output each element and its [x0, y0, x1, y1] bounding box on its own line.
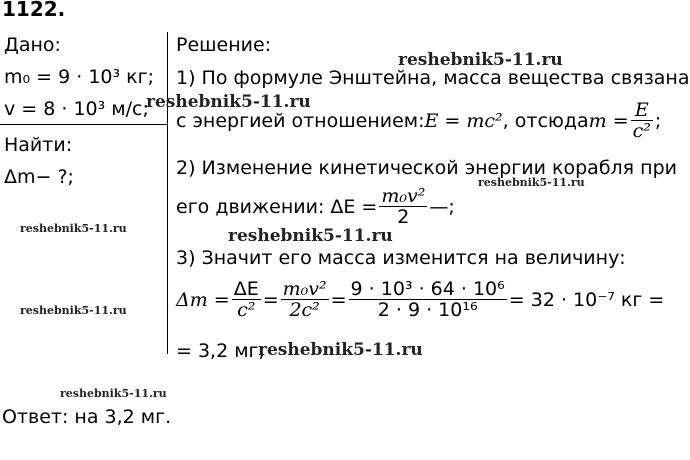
- calc-result: = 32 · 10⁻⁷ кг =: [508, 288, 665, 311]
- calc-lhs: Δm =: [176, 288, 230, 311]
- watermark: reshebnik5-11.ru: [60, 387, 167, 400]
- watermark: reshebnik5-11.ru: [258, 340, 423, 360]
- answer: Ответ: на 3,2 мг.: [2, 406, 172, 428]
- calc-line: [176, 279, 664, 320]
- energy-fraction-num: m₀v²: [381, 185, 426, 207]
- table-horizontal-divider: [0, 124, 168, 125]
- einstein-equation: E = mc²: [424, 109, 503, 132]
- find-target: Δm− ?;: [4, 166, 74, 188]
- step1-text: с энергией отношением:: [176, 109, 425, 132]
- mass-lhs: m =: [588, 109, 629, 132]
- step1-connector: , отсюда: [502, 109, 589, 132]
- watermark: reshebnik5-11.ru: [146, 92, 311, 112]
- mass-fraction: [631, 100, 653, 141]
- watermark: reshebnik5-11.ru: [228, 226, 393, 246]
- problem-number: 1122.: [2, 0, 66, 21]
- calc-eq-2: =: [330, 288, 347, 311]
- step1-line-a: 1) По формуле Энштейна, масса вещества связана: [176, 67, 690, 89]
- energy-fraction-den: 2: [397, 206, 410, 228]
- step2-line-a: 2) Изменение кинетической энергии корабля при: [176, 157, 677, 179]
- calc-frac-2-den: 2c²: [289, 299, 320, 321]
- watermark: reshebnik5-11.ru: [20, 304, 127, 317]
- calc-frac-2: [281, 279, 329, 320]
- mass-fraction-num: E: [631, 100, 653, 121]
- given-mass: m₀ = 9 · 10³ кг;: [4, 66, 155, 88]
- solution-heading: Решение:: [176, 34, 272, 56]
- step3-line: 3) Значит его масса изменится на величину:: [176, 247, 626, 269]
- calc-frac-2-num: m₀v²: [282, 278, 327, 300]
- calc-eq-1: =: [262, 288, 279, 311]
- calc-frac-1-num: ΔE: [233, 278, 259, 300]
- watermark: reshebnik5-11.ru: [398, 50, 563, 70]
- find-heading: Найти:: [4, 134, 73, 156]
- step2-line-b: [176, 186, 455, 227]
- table-vertical-divider: [167, 32, 168, 354]
- watermark: reshebnik5-11.ru: [20, 222, 127, 235]
- given-heading: Дано:: [4, 34, 61, 56]
- step2-text: его движении: ΔE =: [176, 195, 378, 218]
- step2-end: —;: [429, 195, 455, 218]
- energy-fraction: [379, 186, 427, 227]
- calc-final: = 3,2 мг;: [176, 340, 265, 362]
- calc-frac-1-den: c²: [237, 299, 256, 321]
- mass-fraction-den: c²: [632, 120, 651, 142]
- step1-end: ;: [654, 109, 662, 132]
- calc-frac-3: [349, 279, 507, 320]
- given-velocity: v = 8 · 10³ м/с;: [4, 98, 149, 120]
- calc-frac-1: [232, 279, 261, 320]
- watermark: reshebnik5-11.ru: [478, 176, 585, 189]
- calc-frac-3-num: 9 · 10³ · 64 · 10⁶: [350, 278, 505, 300]
- calc-frac-3-den: 2 · 9 · 10¹⁶: [377, 299, 478, 321]
